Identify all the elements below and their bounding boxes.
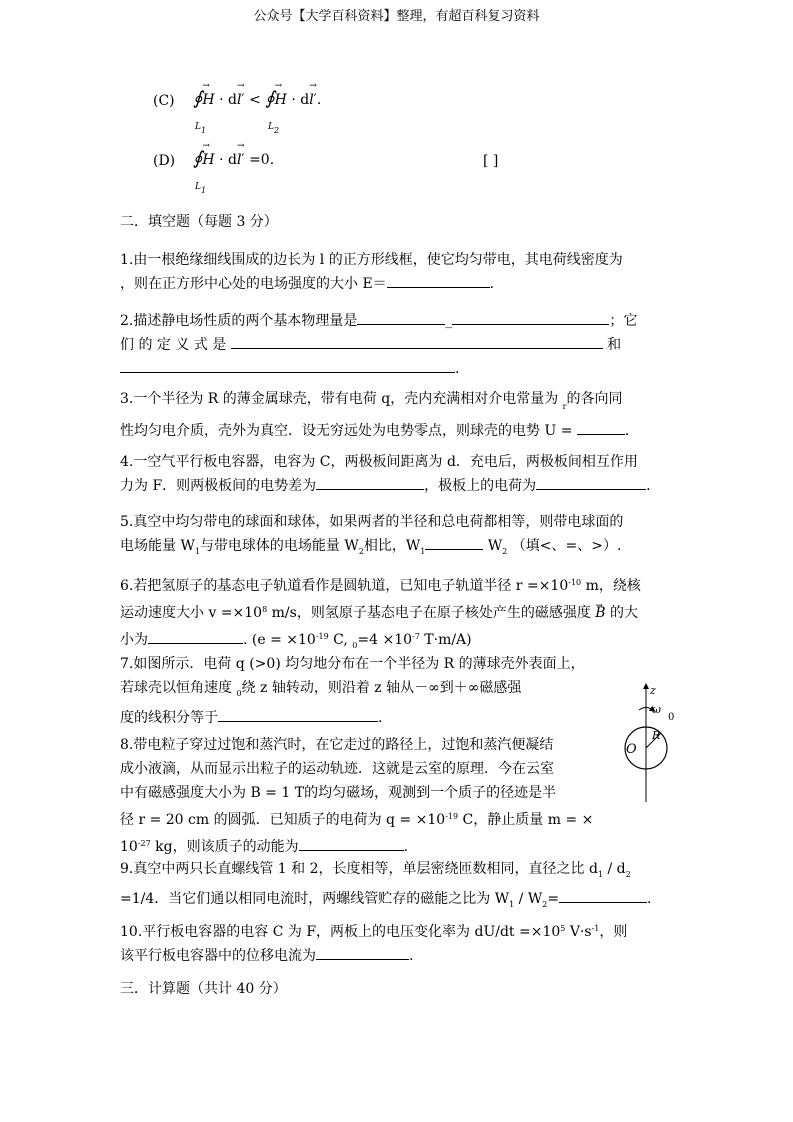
rotating-sphere-figure (612, 678, 692, 806)
q2-blank-3[interactable] (231, 333, 603, 349)
omega-subscript: 0 (668, 712, 675, 723)
q8-answer-blank[interactable] (299, 835, 404, 851)
question-7: 7.如图所示．电荷 q (>0) 均匀地分布在一个半径为 R 的薄球壳外表面上， 若球壳以恒角速度 $_0$绕 z 轴转动，则沿着 z 轴从－∞到＋∞磁感强 度的线积分等于 . (120, 656, 585, 726)
q3-answer-blank[interactable] (577, 419, 625, 435)
q2-blank-4[interactable] (120, 357, 455, 373)
question-2: 2.描述静电场性质的两个基本物理量是 _ ；它 们 的 定 义 式 是 和 . (120, 309, 695, 381)
option-c-lower-limit-1: $L_1$ (195, 122, 207, 135)
section-3-title: 三．计算题（共计 40 分） (120, 981, 287, 997)
section-2-title: 二．填空题（每题 3 分） (120, 214, 278, 230)
question-10: 10.平行板电容器的电容 C 为 F，两板上的电压变化率为 $dU/dt =\times 10^5$ $V\cdot s^{-1}$，则 该平行板电容器中的位移电流为 . (120, 924, 628, 964)
center-label: O (626, 742, 637, 757)
question-4: 4.一空气平行板电容器，电容为 C，两极板间距离为 d．充电后，两极板间相互作用 力为 F．则两极板间的电势差为 ，极板上的电荷为 . (120, 454, 651, 494)
vector-b-symbol: → B (595, 605, 605, 621)
q1-answer-blank[interactable] (387, 272, 490, 288)
q10-answer-blank[interactable] (316, 944, 409, 960)
question-5: 5.真空中均匀带电的球面和球体，如果两者的半径和总电荷都相等，则带电球面的 电场能量 $W_1$与带电球体的电场能量 $W_2$相比，$W_1$ $W_2$ （填<、=、>）. (120, 514, 624, 556)
q2-blank-2[interactable] (452, 309, 609, 325)
answer-bracket[interactable]: [ ] (483, 153, 499, 169)
option-d-label: (D) (153, 153, 176, 169)
option-d-formula: ∮→ H · d→ l′ =0. (193, 148, 274, 169)
question-6: 6.若把氢原子的基态电子轨道看作是圆轨道，已知电子轨道半径 $r =\times 10^{-10}$ m，绕核 运动速度大小 $v =\times 10^8$ m/s，则氢原子基态电子在原子核处产生的磁感强度 → B 的大 小为 . ($e = \times 10^{-19}$ C, $_0=4 \times 10^{-7}$ T·m/A) (120, 571, 695, 658)
page-header: 公众号【大学百科资料】整理，有超百科复习资料 (253, 9, 540, 24)
q9-answer-blank[interactable] (559, 887, 647, 903)
question-1: 1.由一根绝缘细线围成的边长为 l 的正方形线框，使它均匀带电，其电荷线密度为 ，则在正方形中心处的电场强度的大小 E＝ . (120, 252, 623, 292)
option-d-lower-limit: $L_1$ (195, 182, 207, 195)
q6-answer-blank[interactable] (148, 628, 243, 644)
radius-label: R (652, 729, 661, 742)
q4-blank-1[interactable] (316, 474, 424, 490)
q5-answer-blank[interactable] (425, 534, 483, 550)
question-3: 3.一个半径为 R 的薄金属球壳，带有电荷 q，壳内充满相对介电常量为 $_r$的各向同 性均匀电介质，壳外为真空．设无穷远处为电势零点，则球壳的电势 U = . (120, 391, 630, 439)
option-c-formula: ∮→ H · d→ l′ < ∮→ H · d→ l′. (193, 88, 321, 109)
q4-blank-2[interactable] (536, 474, 646, 490)
question-9: 9.真空中两只长直螺线管 1 和 2，长度相等，单层密绕匝数相同，直径之比 $d_1 / d_2$ =1/4．当它们通以相同电流时，两螺线管贮存的磁能之比为 $W_1 / W_2=$ . (120, 861, 652, 909)
option-c-label: (C) (153, 93, 175, 109)
z-axis-label: z (650, 684, 656, 697)
q2-blank-1[interactable] (357, 309, 445, 325)
q7-answer-blank[interactable] (218, 706, 378, 722)
question-8: 8.带电粒子穿过过饱和蒸汽时，在它走过的路径上，过饱和蒸汽便凝结 成小液滴，从而显示出粒子的运动轨迹．这就是云室的原理．今在云室 中有磁感强度大小为 B = 1 T的均匀磁场，观测到一个质子的径迹是半 径 r = 20 cm 的圆弧．已知质子的电荷为 $q = \times 10^{-19}$ C，静止质量 m = × $10^{-27}$ kg，则该质子的动能为 . (120, 737, 594, 855)
option-c-lower-limit-2: $L_2$ (268, 122, 280, 135)
omega-label: ω (652, 703, 661, 716)
